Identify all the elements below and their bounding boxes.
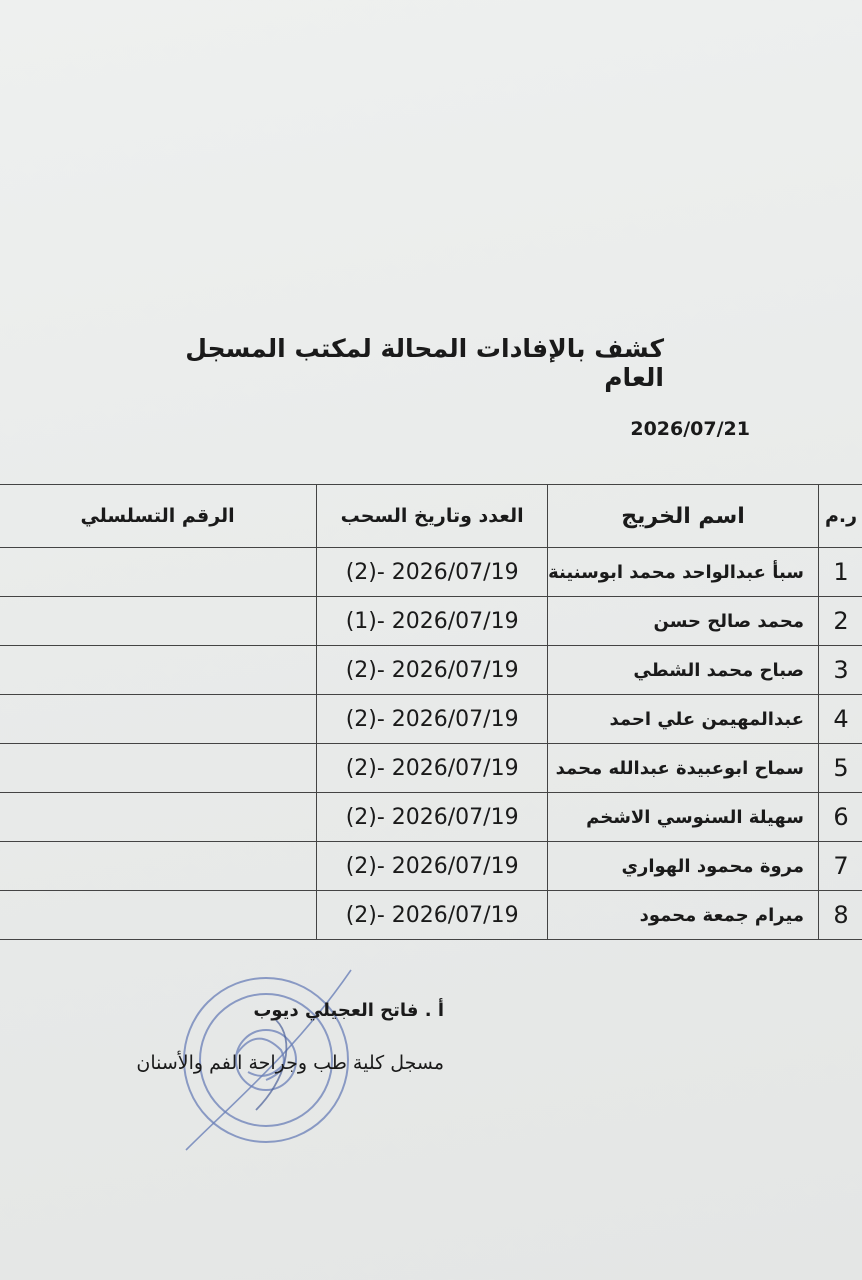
row-date: (2)- 2026/07/19 (345, 706, 519, 732)
row-date: (1)- 2026/07/19 (345, 608, 519, 634)
row-name: سماح ابوعبيدة عبدالله محمد (548, 744, 819, 793)
row-num: 3 (819, 646, 862, 695)
header-num: ر.م (819, 485, 862, 548)
row-name: محمد صالح حسن (548, 597, 819, 646)
document-title: كشف بالإفادات المحالة لمكتب المسجل العام (185, 334, 664, 392)
row-serial (0, 793, 317, 842)
row-num: 6 (819, 793, 862, 842)
row-serial (0, 744, 317, 793)
row-name: عبدالمهيمن علي احمد (548, 695, 819, 744)
row-date: (2)- 2026/07/19 (345, 755, 519, 781)
table-row (0, 646, 862, 695)
header-name: اسم الخريج (548, 485, 819, 548)
row-name: سهيلة السنوسي الاشخم (548, 793, 819, 842)
row-date: (2)- 2026/07/19 (345, 853, 519, 879)
row-name: مروة محمود الهواري (548, 842, 819, 891)
row-num: 4 (819, 695, 862, 744)
header-serial: الرقم التسلسلي (0, 485, 317, 548)
row-serial (0, 891, 317, 940)
row-serial (0, 646, 317, 695)
table-row (0, 842, 862, 891)
row-name: ميرام جمعة محمود (548, 891, 819, 940)
graduates-table (0, 484, 862, 940)
row-name: سبأ عبدالواحد محمد ابوسنينة (548, 548, 819, 597)
signatory-name: أ . فاتح العجيلي ديوب (253, 1000, 444, 1021)
document-date: 2026/07/21 (630, 418, 750, 440)
row-date: (2)- 2026/07/19 (345, 804, 519, 830)
table-row (0, 891, 862, 940)
row-date: (2)- 2026/07/19 (345, 657, 519, 683)
row-num: 1 (819, 548, 862, 597)
table-row (0, 597, 862, 646)
row-num: 8 (819, 891, 862, 940)
row-date: (2)- 2026/07/19 (345, 902, 519, 928)
row-serial (0, 695, 317, 744)
row-serial (0, 548, 317, 597)
table-row (0, 793, 862, 842)
signatory-title: مسجل كلية طب وجراحة الفم والأسنان (136, 1052, 444, 1074)
table-row (0, 548, 862, 597)
row-serial (0, 842, 317, 891)
row-name: صباح محمد الشطي (548, 646, 819, 695)
table-row (0, 695, 862, 744)
row-serial (0, 597, 317, 646)
row-num: 7 (819, 842, 862, 891)
header-date: العدد وتاريخ السحب (317, 485, 548, 548)
table-header-row (0, 485, 862, 548)
row-date: (2)- 2026/07/19 (345, 559, 519, 585)
row-num: 2 (819, 597, 862, 646)
row-num: 5 (819, 744, 862, 793)
table-row (0, 744, 862, 793)
